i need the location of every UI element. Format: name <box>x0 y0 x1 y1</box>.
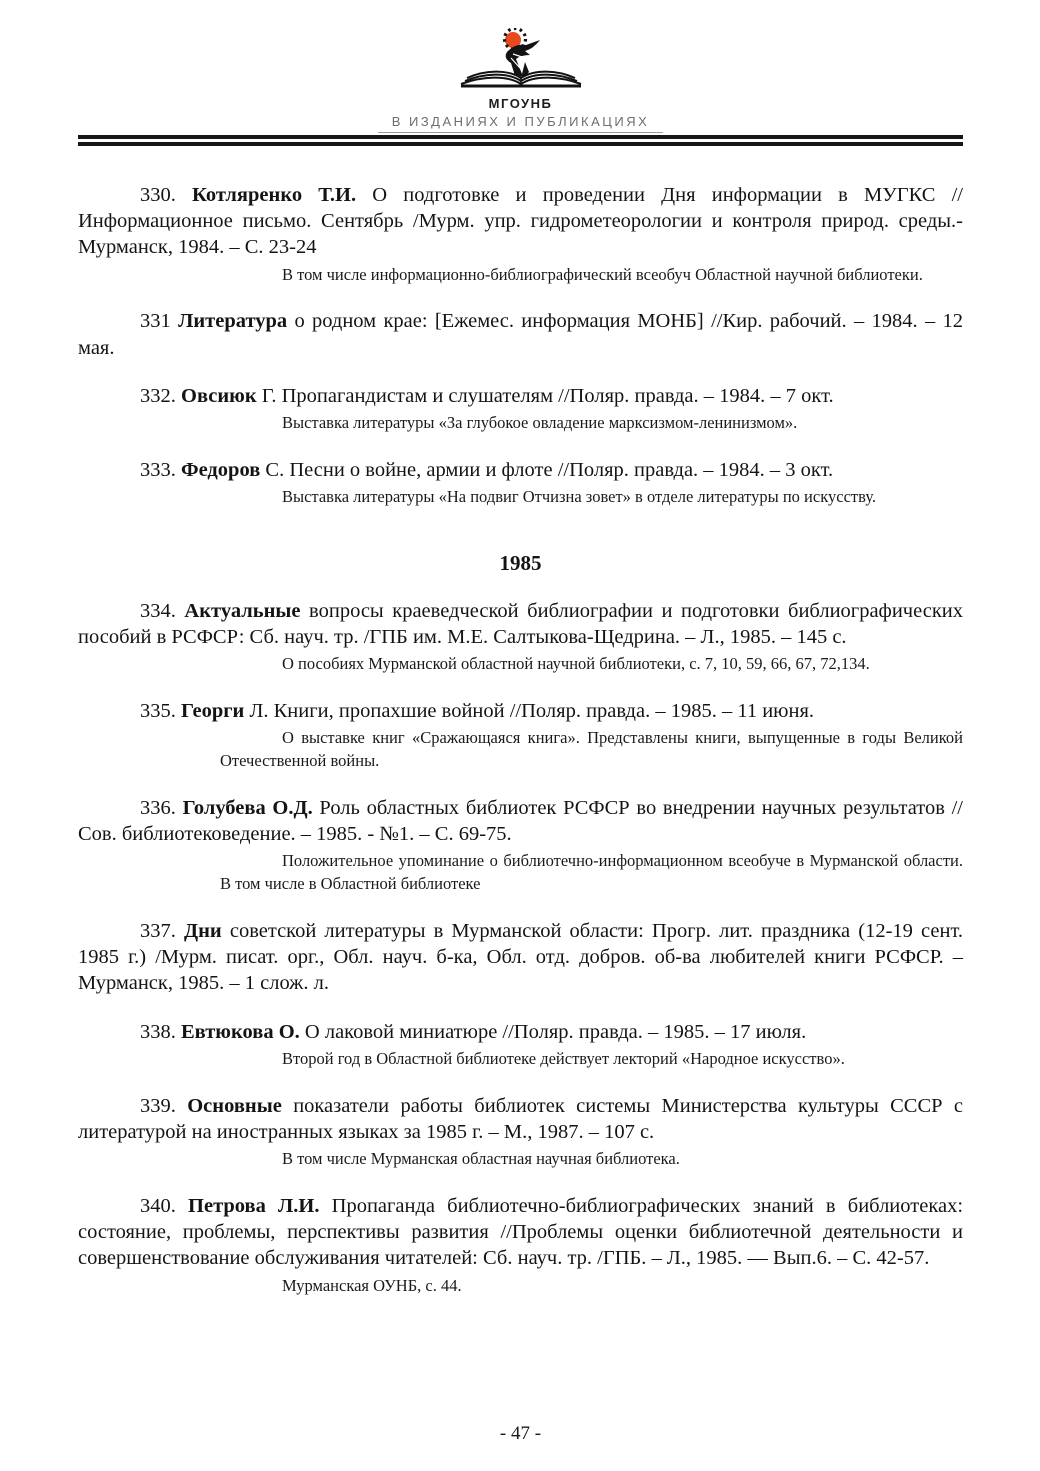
entry-text: Пропаганда библиотечно-библиографических знаний в библиотеках: состояние, проблемы, перспективы развития //Проблемы оценки библиотечной деятельности и совершенствование обслуживания читателей: Сб. науч. тр. /ГПБ. – Л., 1985. — Вып.6. – С. 42-57. <box>78 1194 964 1270</box>
entry-lead: Голубева О.Д. <box>182 796 313 819</box>
entry-text: О лаковой миниатюре //Поляр. правда. – 1985. – 17 июля. <box>299 1020 807 1043</box>
bibliography-entry <box>78 1193 963 1272</box>
bibliography-entry <box>78 918 963 997</box>
entry-text: советской литературы в Мурманской области: Прогр. лит. праздника (12-19 сент. 1985 г.) /Мурм. писат. орг., Обл. науч. б-ка, Обл. отд. добров. об-ва любителей книги РСФСР. – Мурманск, 1985. – 1 слож. л. <box>78 919 963 995</box>
org-abbreviation: МГОУНБ <box>488 96 553 111</box>
series-tagline: В ИЗДАНИЯХ И ПУБЛИКАЦИЯХ <box>378 111 664 133</box>
bibliography-entry <box>78 1093 963 1145</box>
bibliography-entry <box>78 698 963 724</box>
entry-text: С. Песни о войне, армии и флоте //Поляр. правда. – 1984. – 3 окт. <box>260 458 834 481</box>
bibliography-entry <box>78 795 963 847</box>
entry-lead: Дни <box>184 919 222 942</box>
bibliography-entry <box>78 457 963 483</box>
entry-annotation: Выставка литературы «За глубокое овладение марксизмом-ленинизмом». <box>282 413 798 433</box>
entry-annotation: Мурманская ОУНБ, с. 44. <box>282 1275 462 1295</box>
entry-number: 338. <box>140 1020 181 1043</box>
bibliography-entry <box>78 383 963 409</box>
entry-text: показатели работы библиотек системы Министерства культуры СССР с литературой на иностранных языках за 1985 г. – М., 1987. – 107 с. <box>78 1094 963 1143</box>
entry-text: вопросы краеведческой библиографии и подготовки библиографических пособий в РСФСР: Сб. науч. тр. /ГПБ им. М.Е. Салтыкова-Щедрина. – Л., 1985. – 145 с. <box>78 599 963 649</box>
entry-lead: Овсиюк <box>181 384 257 407</box>
entry-annotation: Выставка литературы «На подвиг Отчизна зовет» в отделе литературы по искусству. <box>282 487 877 507</box>
entry-lead: Георги <box>181 700 245 723</box>
entry-lead: Основные <box>187 1094 282 1117</box>
entry-annotation: О пособиях Мурманской областной научной библиотеки, с. 7, 10, 59, 66, 67, 72,134. <box>282 654 870 674</box>
entry-text: Л. Книги, пропахшие войной //Поляр. правда. – 1985. – 11 июня. <box>244 700 815 723</box>
entry-lead: Федоров <box>181 458 261 481</box>
bibliography-entry <box>78 1019 963 1045</box>
page-number: - 47 - <box>499 1423 542 1444</box>
entry-annotation: О выставке книг «Сражающаяся книга». Представлены книги, выпущенные в годы Великой Отечественной войны. <box>220 728 963 771</box>
entry-number: 335. <box>140 700 181 723</box>
entry-number: 330. <box>140 184 193 206</box>
entry-annotation: Второй год в Областной библиотеке действует лекторий «Народное искусство». <box>282 1048 845 1068</box>
entry-annotation: Положительное упоминание о библиотечно-информационном всеобуче в Мурманской области. В том числе в Областной библиотеке <box>220 851 963 894</box>
entry-text: о родном крае: [Ежемес. информация МОНБ] //Кир. рабочий. – 1984. – 12 мая. <box>78 310 963 359</box>
year-heading: 1985 <box>499 550 542 575</box>
entry-lead: Котляренко Т.И. <box>192 184 357 206</box>
entry-number: 333. <box>140 458 181 481</box>
entry-text: О подготовке и проведении Дня информации в МУГКС //Информационное письмо. Сентябрь /Мурм. упр. гидрометеорологии и контроля природ. среды.- Мурманск, 1984. – С. 23-24 <box>78 184 963 259</box>
entry-annotation: В том числе Мурманская областная научная библиотека. <box>282 1149 680 1169</box>
entry-number: 336. <box>140 796 183 819</box>
entry-lead: Петрова Л.И. <box>188 1194 320 1217</box>
bibliography <box>78 160 963 1297</box>
bibliography-entry <box>78 598 963 650</box>
entry-number: 332. <box>140 384 181 407</box>
page-footer <box>78 1397 963 1445</box>
entry-number: 334. <box>140 599 185 622</box>
library-logo <box>441 28 601 94</box>
entry-number: 339. <box>140 1094 188 1117</box>
page-header <box>78 0 963 146</box>
entry-number: 331 <box>140 310 179 333</box>
entry-lead: Евтюкова О. <box>181 1020 300 1043</box>
entry-lead: Литература <box>178 310 288 333</box>
entry-text: Г. Пропагандистам и слушателям //Поляр. правда. – 1984. – 7 окт. <box>256 384 834 407</box>
entry-text: Роль областных библиотек РСФСР во внедрении научных результатов //Сов. библиотековедение. – 1985. - №1. – С. 69-75. <box>78 796 964 846</box>
entry-lead: Актуальные <box>184 599 301 622</box>
bibliography-entry <box>78 308 963 360</box>
header-double-rule <box>78 135 963 146</box>
entry-number: 337. <box>140 919 184 942</box>
entry-number: 340. <box>140 1194 189 1217</box>
bibliography-entry <box>78 182 963 261</box>
entry-annotation: В том числе информационно-библиографический всеобуч Областной научной библиотеки. <box>282 264 923 284</box>
